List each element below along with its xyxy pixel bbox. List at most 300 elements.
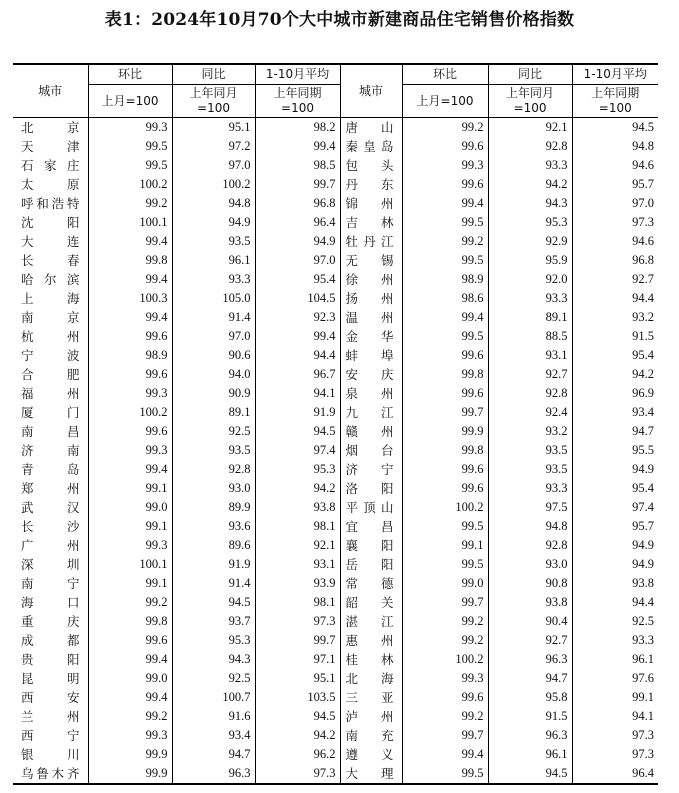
index-value-mom: 99.4 [88, 232, 172, 251]
table-row [13, 232, 658, 251]
index-value-avg: 94.2 [572, 365, 658, 384]
index-value-avg: 94.6 [572, 156, 658, 175]
index-value-mom: 99.5 [402, 764, 488, 784]
city-char: 头 [380, 158, 394, 173]
index-value-mom: 99.2 [88, 707, 172, 726]
index-value-avg: 93.1 [255, 555, 340, 574]
table-row [13, 403, 658, 422]
city-name [340, 517, 402, 536]
index-value-avg: 104.5 [255, 289, 340, 308]
index-value-avg: 96.1 [572, 650, 658, 669]
index-value-avg: 99.4 [255, 327, 340, 346]
city-char: 成 [21, 633, 34, 648]
index-value-avg: 96.9 [572, 384, 658, 403]
city-char: 关 [380, 595, 394, 610]
city-char: 海 [380, 671, 394, 686]
city-char: 上 [21, 291, 34, 306]
index-value-mom: 99.0 [88, 498, 172, 517]
city-name [340, 479, 402, 498]
city-char: 秦 [345, 139, 359, 154]
index-value-avg: 93.8 [255, 498, 340, 517]
index-value-yoy: 92.1 [488, 118, 572, 138]
index-value-yoy: 93.0 [172, 479, 255, 498]
city-char: 阳 [380, 557, 394, 572]
table-row [13, 650, 658, 669]
table-row [13, 213, 658, 232]
city-char: 州 [66, 481, 80, 496]
city-name [13, 346, 88, 365]
index-value-avg: 98.2 [255, 118, 340, 138]
index-value-yoy: 92.4 [488, 403, 572, 422]
city-char: 哈 [21, 272, 34, 287]
index-value-avg: 94.1 [255, 384, 340, 403]
city-name [340, 289, 402, 308]
index-value-avg: 92.7 [572, 270, 658, 289]
city-char: 惠 [345, 633, 359, 648]
index-value-yoy: 96.1 [172, 251, 255, 270]
city-char: 唐 [345, 120, 359, 135]
index-value-mom: 99.3 [402, 156, 488, 175]
index-value-yoy: 92.5 [172, 669, 255, 688]
index-value-yoy: 88.5 [488, 327, 572, 346]
city-char: 湛 [345, 614, 359, 629]
index-value-mom: 99.1 [88, 479, 172, 498]
city-char: 锡 [380, 253, 394, 268]
index-value-yoy: 92.0 [488, 270, 572, 289]
index-value-avg: 95.7 [572, 517, 658, 536]
city-char: 明 [66, 671, 80, 686]
index-value-mom: 100.1 [88, 555, 172, 574]
index-value-mom: 99.4 [402, 308, 488, 327]
city-name [340, 118, 402, 138]
index-value-yoy: 92.8 [488, 137, 572, 156]
city-char: 丹 [363, 234, 376, 249]
index-value-mom: 99.7 [402, 403, 488, 422]
subheader-avg-left: 上年同期 =100 [255, 85, 340, 118]
table-row [13, 175, 658, 194]
city-name [340, 726, 402, 745]
city-char: 州 [380, 386, 394, 401]
index-value-mom: 99.6 [402, 346, 488, 365]
index-value-yoy: 94.2 [488, 175, 572, 194]
index-value-yoy: 95.8 [488, 688, 572, 707]
city-char: 肥 [66, 367, 80, 382]
city-char: 鲁 [36, 766, 49, 781]
city-char: 木 [51, 766, 65, 781]
table-row [13, 669, 658, 688]
index-value-mom: 99.4 [402, 194, 488, 213]
index-value-avg: 99.1 [572, 688, 658, 707]
index-value-yoy: 93.3 [488, 479, 572, 498]
index-value-mom: 99.2 [88, 593, 172, 612]
index-value-avg: 97.3 [572, 726, 658, 745]
city-char: 州 [66, 386, 80, 401]
index-value-mom: 99.1 [88, 574, 172, 593]
index-value-avg: 94.5 [255, 422, 340, 441]
table-row [13, 422, 658, 441]
city-char: 福 [21, 386, 34, 401]
city-char: 泉 [345, 386, 359, 401]
city-char: 亚 [380, 690, 394, 705]
city-char: 南 [345, 728, 359, 743]
index-value-yoy: 93.3 [172, 270, 255, 289]
index-value-avg: 97.4 [255, 441, 340, 460]
city-char: 口 [66, 595, 80, 610]
table-row [13, 156, 658, 175]
subheader-avg-right: 上年同期 =100 [572, 85, 658, 118]
index-value-avg: 91.9 [255, 403, 340, 422]
table-row [13, 536, 658, 555]
city-char: 金 [345, 329, 359, 344]
table-row [13, 593, 658, 612]
index-value-mom: 99.2 [402, 118, 488, 138]
index-value-mom: 99.2 [402, 631, 488, 650]
city-char: 北 [21, 120, 34, 135]
city-char: 江 [380, 234, 394, 249]
index-value-yoy: 89.1 [172, 403, 255, 422]
index-value-avg: 94.9 [572, 460, 658, 479]
city-char: 家 [43, 158, 57, 173]
index-value-mom: 100.2 [402, 498, 488, 517]
index-value-mom: 100.2 [88, 175, 172, 194]
city-char: 州 [380, 291, 394, 306]
city-char: 桂 [345, 652, 359, 667]
index-value-mom: 99.6 [88, 327, 172, 346]
index-value-yoy: 96.3 [488, 726, 572, 745]
index-value-yoy: 93.3 [488, 289, 572, 308]
city-char: 岳 [345, 557, 359, 572]
city-char: 川 [66, 747, 80, 762]
index-value-yoy: 94.7 [172, 745, 255, 764]
city-char: 广 [21, 538, 34, 553]
city-char: 乌 [21, 766, 34, 781]
index-value-yoy: 93.5 [172, 232, 255, 251]
city-char: 呼 [21, 196, 34, 211]
index-value-avg: 92.3 [255, 308, 340, 327]
city-char: 安 [345, 367, 359, 382]
index-value-mom: 99.9 [402, 422, 488, 441]
index-value-yoy: 105.0 [172, 289, 255, 308]
index-value-avg: 94.9 [255, 232, 340, 251]
city-char: 州 [380, 633, 394, 648]
index-value-mom: 99.2 [402, 707, 488, 726]
city-name [340, 688, 402, 707]
city-name [340, 137, 402, 156]
price-index-table [13, 63, 658, 785]
index-value-avg: 95.7 [572, 175, 658, 194]
city-char: 赣 [345, 424, 359, 439]
table-row [13, 441, 658, 460]
table-row [13, 327, 658, 346]
index-value-avg: 97.3 [255, 612, 340, 631]
index-value-yoy: 91.4 [172, 574, 255, 593]
index-value-avg: 97.3 [572, 745, 658, 764]
index-value-yoy: 93.5 [488, 441, 572, 460]
table-row [13, 688, 658, 707]
index-value-avg: 96.8 [255, 194, 340, 213]
header-avg-left: 1-10月平均 [255, 64, 340, 85]
city-char: 都 [66, 633, 80, 648]
city-name [13, 498, 88, 517]
index-value-yoy: 93.7 [172, 612, 255, 631]
city-char: 大 [345, 766, 359, 781]
city-name [13, 631, 88, 650]
index-value-mom: 99.6 [402, 384, 488, 403]
index-value-mom: 99.3 [88, 118, 172, 138]
city-char: 原 [66, 177, 80, 192]
city-char: 丹 [345, 177, 359, 192]
index-value-yoy: 94.3 [488, 194, 572, 213]
city-char: 理 [380, 766, 394, 781]
index-value-yoy: 94.7 [488, 669, 572, 688]
city-name [340, 441, 402, 460]
index-value-yoy: 93.2 [488, 422, 572, 441]
index-value-yoy: 94.8 [172, 194, 255, 213]
index-value-avg: 93.4 [572, 403, 658, 422]
table-row [13, 555, 658, 574]
city-char: 阳 [66, 215, 80, 230]
index-value-mom: 99.8 [88, 251, 172, 270]
city-char: 重 [21, 614, 34, 629]
index-value-yoy: 91.6 [172, 707, 255, 726]
city-char: 埠 [380, 348, 394, 363]
city-name [340, 156, 402, 175]
index-value-mom: 100.2 [402, 650, 488, 669]
index-value-avg: 97.6 [572, 669, 658, 688]
city-name [340, 460, 402, 479]
city-char: 泸 [345, 709, 359, 724]
city-char: 包 [345, 158, 359, 173]
city-name [340, 669, 402, 688]
index-value-yoy: 100.7 [172, 688, 255, 707]
index-value-mom: 99.4 [88, 270, 172, 289]
index-value-avg: 96.7 [255, 365, 340, 384]
city-name [13, 688, 88, 707]
index-value-yoy: 96.1 [488, 745, 572, 764]
city-name [13, 232, 88, 251]
city-char: 门 [66, 405, 80, 420]
city-char: 贵 [21, 652, 34, 667]
city-char: 昌 [66, 424, 80, 439]
index-value-yoy: 94.5 [172, 593, 255, 612]
city-name [340, 365, 402, 384]
header-avg-right: 1-10月平均 [572, 64, 658, 85]
city-char: 郑 [21, 481, 34, 496]
city-char: 常 [345, 576, 359, 591]
city-char: 青 [21, 462, 34, 477]
index-value-mom: 100.2 [88, 403, 172, 422]
index-value-avg: 94.4 [255, 346, 340, 365]
header-mom-right: 环比 [402, 64, 488, 85]
index-value-mom: 99.7 [402, 726, 488, 745]
index-value-yoy: 94.9 [172, 213, 255, 232]
city-char: 台 [380, 443, 394, 458]
city-name [13, 593, 88, 612]
city-name [13, 251, 88, 270]
city-name [340, 707, 402, 726]
city-char: 岛 [66, 462, 80, 477]
city-char: 充 [380, 728, 394, 743]
city-name [340, 308, 402, 327]
city-char: 济 [345, 462, 359, 477]
city-name [340, 498, 402, 517]
index-value-avg: 95.4 [255, 270, 340, 289]
city-char: 州 [380, 272, 394, 287]
index-value-yoy: 95.3 [172, 631, 255, 650]
index-value-mom: 99.1 [402, 536, 488, 555]
index-value-yoy: 93.6 [172, 517, 255, 536]
city-char: 山 [380, 500, 394, 515]
city-char: 山 [380, 120, 394, 135]
index-value-avg: 94.2 [255, 726, 340, 745]
index-value-avg: 97.3 [255, 764, 340, 784]
city-char: 林 [380, 215, 394, 230]
city-char: 京 [66, 120, 80, 135]
index-value-avg: 99.4 [255, 137, 340, 156]
city-name [13, 555, 88, 574]
city-name [340, 327, 402, 346]
city-char: 滨 [66, 272, 80, 287]
city-char: 蚌 [345, 348, 359, 363]
city-char: 德 [380, 576, 394, 591]
city-char: 京 [66, 310, 80, 325]
index-value-yoy: 92.7 [488, 631, 572, 650]
header-mom-left: 环比 [88, 64, 172, 85]
table-row [13, 517, 658, 536]
index-value-yoy: 90.6 [172, 346, 255, 365]
city-char: 兰 [21, 709, 34, 724]
city-name [340, 270, 402, 289]
table-row [13, 251, 658, 270]
city-char: 州 [66, 709, 80, 724]
city-char: 南 [21, 310, 34, 325]
index-value-mom: 99.3 [88, 384, 172, 403]
index-value-mom: 99.3 [88, 441, 172, 460]
city-char: 牡 [345, 234, 359, 249]
header-yoy-left: 同比 [172, 64, 255, 85]
city-char: 特 [66, 196, 80, 211]
index-value-mom: 99.4 [88, 308, 172, 327]
city-char: 无 [345, 253, 359, 268]
city-name [13, 156, 88, 175]
city-char: 长 [21, 253, 34, 268]
index-value-yoy: 92.8 [488, 384, 572, 403]
index-value-mom: 99.6 [88, 422, 172, 441]
subheader-yoy-right: 上年同月 =100 [488, 85, 572, 118]
index-value-mom: 99.1 [88, 517, 172, 536]
index-value-yoy: 90.4 [488, 612, 572, 631]
subheader-mom-right: 上月=100 [402, 85, 488, 118]
index-value-avg: 97.0 [572, 194, 658, 213]
city-name [340, 612, 402, 631]
index-value-avg: 95.5 [572, 441, 658, 460]
city-char: 锦 [345, 196, 359, 211]
index-value-yoy: 97.0 [172, 156, 255, 175]
city-char: 西 [21, 728, 34, 743]
index-value-yoy: 93.4 [172, 726, 255, 745]
city-char: 波 [66, 348, 80, 363]
city-char: 沈 [21, 215, 34, 230]
city-char: 和 [36, 196, 49, 211]
index-value-mom: 99.0 [402, 574, 488, 593]
index-value-mom: 99.6 [402, 479, 488, 498]
city-char: 三 [345, 690, 359, 705]
city-name [340, 764, 402, 784]
city-char: 昆 [21, 671, 34, 686]
city-name [13, 479, 88, 498]
city-name [13, 745, 88, 764]
index-value-yoy: 95.9 [488, 251, 572, 270]
city-char: 徐 [345, 272, 359, 287]
index-value-yoy: 93.1 [488, 346, 572, 365]
index-value-avg: 98.1 [255, 517, 340, 536]
index-value-yoy: 96.3 [488, 650, 572, 669]
index-value-mom: 99.6 [88, 365, 172, 384]
index-value-mom: 99.3 [88, 536, 172, 555]
city-name [340, 745, 402, 764]
table-row [13, 460, 658, 479]
city-char: 安 [66, 690, 80, 705]
city-char: 浩 [51, 196, 65, 211]
index-value-yoy: 89.6 [172, 536, 255, 555]
city-char: 九 [345, 405, 359, 420]
index-value-avg: 96.4 [255, 213, 340, 232]
index-value-mom: 99.6 [402, 460, 488, 479]
index-value-mom: 100.1 [88, 213, 172, 232]
table-row [13, 118, 658, 138]
city-name [13, 384, 88, 403]
index-value-avg: 99.7 [255, 631, 340, 650]
table-row [13, 289, 658, 308]
city-char: 庆 [380, 367, 394, 382]
index-value-avg: 93.8 [572, 574, 658, 593]
city-char: 天 [21, 139, 34, 154]
index-value-mom: 99.2 [402, 232, 488, 251]
index-value-mom: 100.3 [88, 289, 172, 308]
city-name [13, 118, 88, 138]
index-value-avg: 93.2 [572, 308, 658, 327]
city-name [13, 175, 88, 194]
city-char: 南 [21, 424, 34, 439]
index-value-avg: 94.6 [572, 232, 658, 251]
table-row [13, 479, 658, 498]
index-value-yoy: 89.9 [172, 498, 255, 517]
index-value-avg: 99.7 [255, 175, 340, 194]
city-char: 平 [345, 500, 359, 515]
city-char: 汉 [66, 500, 80, 515]
city-name [340, 213, 402, 232]
city-char: 宁 [21, 348, 34, 363]
city-char: 宁 [66, 576, 80, 591]
table-row [13, 612, 658, 631]
index-value-mom: 99.3 [88, 726, 172, 745]
table-row [13, 270, 658, 289]
city-char: 南 [66, 443, 80, 458]
city-char: 杭 [21, 329, 34, 344]
table-row [13, 365, 658, 384]
index-value-yoy: 94.8 [488, 517, 572, 536]
city-name [340, 384, 402, 403]
index-value-mom: 99.4 [402, 745, 488, 764]
index-value-avg: 103.5 [255, 688, 340, 707]
city-char: 宁 [380, 462, 394, 477]
index-value-avg: 93.9 [255, 574, 340, 593]
city-char: 沙 [66, 519, 80, 534]
subheader-yoy-left: 上年同月 =100 [172, 85, 255, 118]
index-value-mom: 99.3 [402, 669, 488, 688]
city-char: 深 [21, 557, 34, 572]
header-city-left: 城市 [13, 64, 88, 118]
